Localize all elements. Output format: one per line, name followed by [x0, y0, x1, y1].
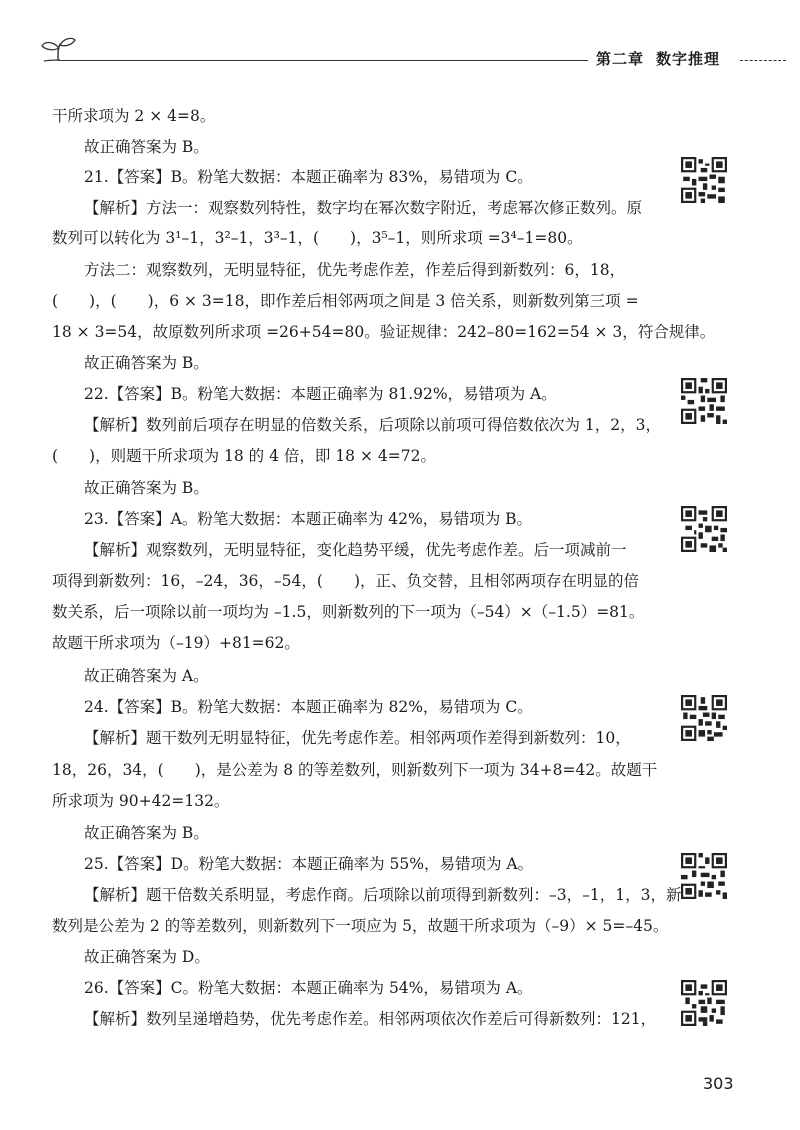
text-line: ( )，则题干所求项为 18 的 4 倍，即 18 × 4=72。 [52, 447, 436, 465]
chapter-number: 第二章 [596, 50, 645, 68]
qr-code-icon[interactable] [681, 980, 727, 1026]
qr-code-icon[interactable] [681, 378, 727, 424]
text-line: ( )，( )，6 × 3=18，即作差后相邻两项之间是 3 倍关系，则新数列第三项 = [52, 292, 639, 310]
page-number: 303 [703, 1074, 734, 1093]
answer-line-25: 25.【答案】D。粉笔大数据：本题正确率为 55%，易错项为 A。 [84, 855, 534, 873]
text-line: 故正确答案为 D。 [84, 948, 210, 966]
analysis-line: 【解析】数列前后项存在明显的倍数关系，后项除以前项可得倍数依次为 1，2，3， [84, 416, 662, 434]
answer-line-21: 21.【答案】B。粉笔大数据：本题正确率为 83%，易错项为 C。 [84, 168, 533, 186]
qr-code-icon[interactable] [681, 157, 727, 203]
chapter-heading [596, 48, 720, 69]
answer-line-23: 23.【答案】A。粉笔大数据：本题正确率为 42%，易错项为 B。 [84, 510, 533, 528]
text-line: 18 × 3=54，故原数列所求项 =26+54=80。验证规律：242–80=162=54 × 3，符合规律。 [52, 323, 716, 341]
text-line: 故正确答案为 A。 [84, 667, 209, 685]
page-header [0, 0, 800, 80]
text-line: 方法二：观察数列，无明显特征，优先考虑作差，作差后得到新数列：6，18， [84, 261, 626, 279]
qr-code-icon[interactable] [681, 853, 727, 899]
answer-line-24: 24.【答案】B。粉笔大数据：本题正确率为 82%，易错项为 C。 [84, 698, 533, 716]
text-line: 故正确答案为 B。 [84, 354, 209, 372]
sprout-icon [38, 34, 80, 66]
header-rule-right [740, 60, 786, 61]
analysis-line: 【解析】题干倍数关系明显，考虑作商。后项除以前项得到新数列：–3，–1，1，3，新 [84, 886, 682, 904]
text-line: 故正确答案为 B。 [84, 824, 209, 842]
analysis-line: 【解析】数列呈递增趋势，优先考虑作差。相邻两项依次作差后可得新数列：121， [84, 1010, 657, 1028]
analysis-line: 【解析】方法一：观察数列特性，数字均在幂次数字附近，考虑幂次修正数列。原 [84, 199, 643, 217]
text-line: 18，26，34，( )，是公差为 8 的等差数列，则新数列下一项为 34+8=42。故题干 [52, 761, 658, 779]
text-line: 故题干所求项为（–19）+81=62。 [52, 634, 300, 652]
text-line: 故正确答案为 B。 [84, 138, 209, 156]
qr-code-icon[interactable] [681, 506, 727, 552]
text-line: 数关系，后一项除以前一项均为 –1.5，则新数列的下一项为（–54）×（–1.5）=81。 [52, 603, 645, 621]
qr-code-icon[interactable] [681, 695, 727, 741]
text-line: 数列可以转化为 3¹–1，3²–1，3³–1，( )，3⁵–1，则所求项 =3⁴–1=80。 [52, 229, 583, 247]
header-rule-left [58, 60, 588, 61]
answer-line-22: 22.【答案】B。粉笔大数据：本题正确率为 81.92%，易错项为 A。 [84, 385, 557, 403]
text-line: 干所求项为 2 × 4=8。 [52, 107, 216, 125]
text-line: 故正确答案为 B。 [84, 479, 209, 497]
text-line: 项得到新数列：16，–24，36，–54，( )，正、负交替，且相邻两项存在明显的倍 [52, 572, 639, 590]
text-line: 数列是公差为 2 的等差数列，则新数列下一项应为 5，故题干所求项为（–9）× 5=–45。 [52, 917, 669, 935]
answer-line-26: 26.【答案】C。粉笔大数据：本题正确率为 54%，易错项为 A。 [84, 979, 533, 997]
analysis-line: 【解析】题干数列无明显特征，优先考虑作差。相邻两项作差得到新数列：10， [84, 729, 631, 747]
chapter-topic: 数字推理 [656, 50, 721, 68]
analysis-line: 【解析】观察数列，无明显特征，变化趋势平缓，优先考虑作差。后一项减前一 [84, 541, 627, 559]
text-line: 所求项为 90+42=132。 [52, 792, 230, 810]
